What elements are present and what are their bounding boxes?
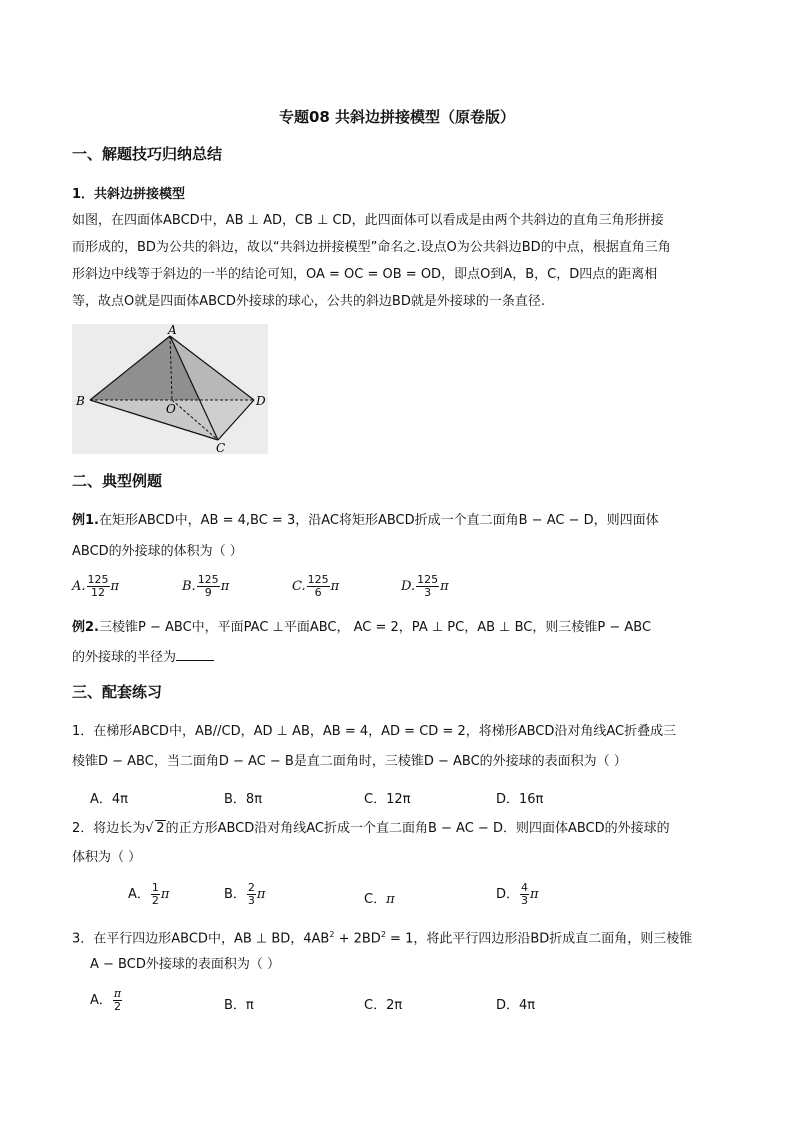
paragraph-line-2: 而形成的，BD为公共的斜边，故以“共斜边拼接模型”命名之.设点O为公共斜边BD的中点，根据直角三角 — [72, 240, 671, 255]
sqrt-icon: √ — [145, 821, 154, 836]
label-a: A — [168, 324, 177, 337]
example-2-line-2: 的外接球的半径为 — [72, 648, 214, 668]
example-1-line-1 — [72, 511, 659, 531]
section-heading-1: 一、解题技巧归纳总结 — [72, 145, 223, 163]
example-1-option-b: B. $\frac{125}{9}$ π — [182, 573, 230, 599]
question-3-option-c: C．2π — [364, 998, 403, 1013]
example-1-option-c: C. $\frac{125}{6}$ π — [292, 573, 340, 599]
question-3-line-1: 3．在平行四边形ABCD中，AB ⊥ BD，$4AB^2 + 2BD^2 = 1$，将此平行四边形沿BD折成直二面角，则三棱锥 — [72, 930, 693, 947]
question-3-option-b: B．π — [224, 998, 254, 1013]
question-2-line-1: 2．将边长为√ 2的正方形ABCD沿对角线AC折成一个直二面角B − AC − D．则四面体ABCD的外接球的 — [72, 819, 670, 839]
question-2-option-b: B． $\frac{2}{3}$ π — [224, 881, 266, 907]
label-c: C — [216, 441, 226, 454]
example-2-label: 例2. — [72, 620, 99, 635]
question-1-option-a: A．4π — [90, 792, 128, 807]
answer-blank — [176, 648, 214, 661]
paragraph-line-4: 等，故点O就是四面体ABCD外接球的球心，公共的斜边BD就是外接球的一条直径. — [72, 294, 545, 309]
question-2-option-d: D． $\frac{4}{3}$ π — [496, 881, 539, 907]
question-3-line-2: A − BCD外接球的表面积为（ ） — [90, 957, 280, 972]
question-3-option-a: A． $\frac{\pi}{2}$ — [90, 987, 122, 1013]
question-2-option-a: A． $\frac{1}{2}$ π — [128, 881, 170, 907]
label-d: D — [256, 394, 266, 408]
question-1-option-c: C．12π — [364, 792, 411, 807]
subsection-heading: 1．共斜边拼接模型 — [72, 187, 186, 202]
tetrahedron-figure — [72, 324, 268, 454]
example-2-line-1 — [72, 618, 651, 638]
example-1-line-2: ABCD的外接球的体积为（ ） — [72, 544, 243, 559]
page-title: 专题08 共斜边拼接模型（原卷版） — [278, 108, 516, 126]
example-1-text: 在矩形ABCD中，AB = 4,BC = 3，沿AC将矩形ABCD折成一个直二面角B − AC − D，则四面体 — [98, 513, 659, 528]
question-1-option-d: D．16π — [496, 792, 544, 807]
question-2-option-c: C．π — [364, 892, 395, 907]
paragraph-line-1: 如图，在四面体ABCD中，AB ⊥ AD，CB ⊥ CD，此四面体可以看成是由两个共斜边的直角三角形拼接 — [72, 213, 664, 228]
label-b: B — [76, 394, 85, 408]
example-1-label: 例1. — [72, 513, 99, 528]
label-o: O — [166, 402, 176, 416]
section-heading-3: 三、配套练习 — [72, 683, 163, 701]
example-1-option-d: D. $\frac{125}{3}$ π — [401, 573, 449, 599]
paragraph-line-3: 形斜边中线等于斜边的一半的结论可知，OA = OC = OB = OD，即点O到A，B，C，D四点的距离相 — [72, 267, 658, 282]
section-heading-2: 二、典型例题 — [72, 472, 163, 490]
question-1-line-1: 1．在梯形ABCD中，AB//CD，AD ⊥ AB，AB = 4，AD = CD = 2，将梯形ABCD沿对角线AC折叠成三 — [72, 724, 677, 739]
example-1-option-a: A. $\frac{125}{12}$ π — [72, 573, 120, 599]
question-1-option-b: B．8π — [224, 792, 263, 807]
question-2-line-2: 体积为（ ） — [72, 850, 142, 865]
question-3-option-d: D．4π — [496, 998, 536, 1013]
example-2-text: 三棱锥P − ABC中，平面PAC ⊥平面ABC， AC = 2，PA ⊥ PC，AB ⊥ BC，则三棱锥P − ABC — [98, 620, 652, 635]
question-1-line-2: 棱锥D − ABC，当二面角D − AC − B是直二面角时，三棱锥D − ABC的外接球的表面积为（ ） — [72, 754, 627, 769]
